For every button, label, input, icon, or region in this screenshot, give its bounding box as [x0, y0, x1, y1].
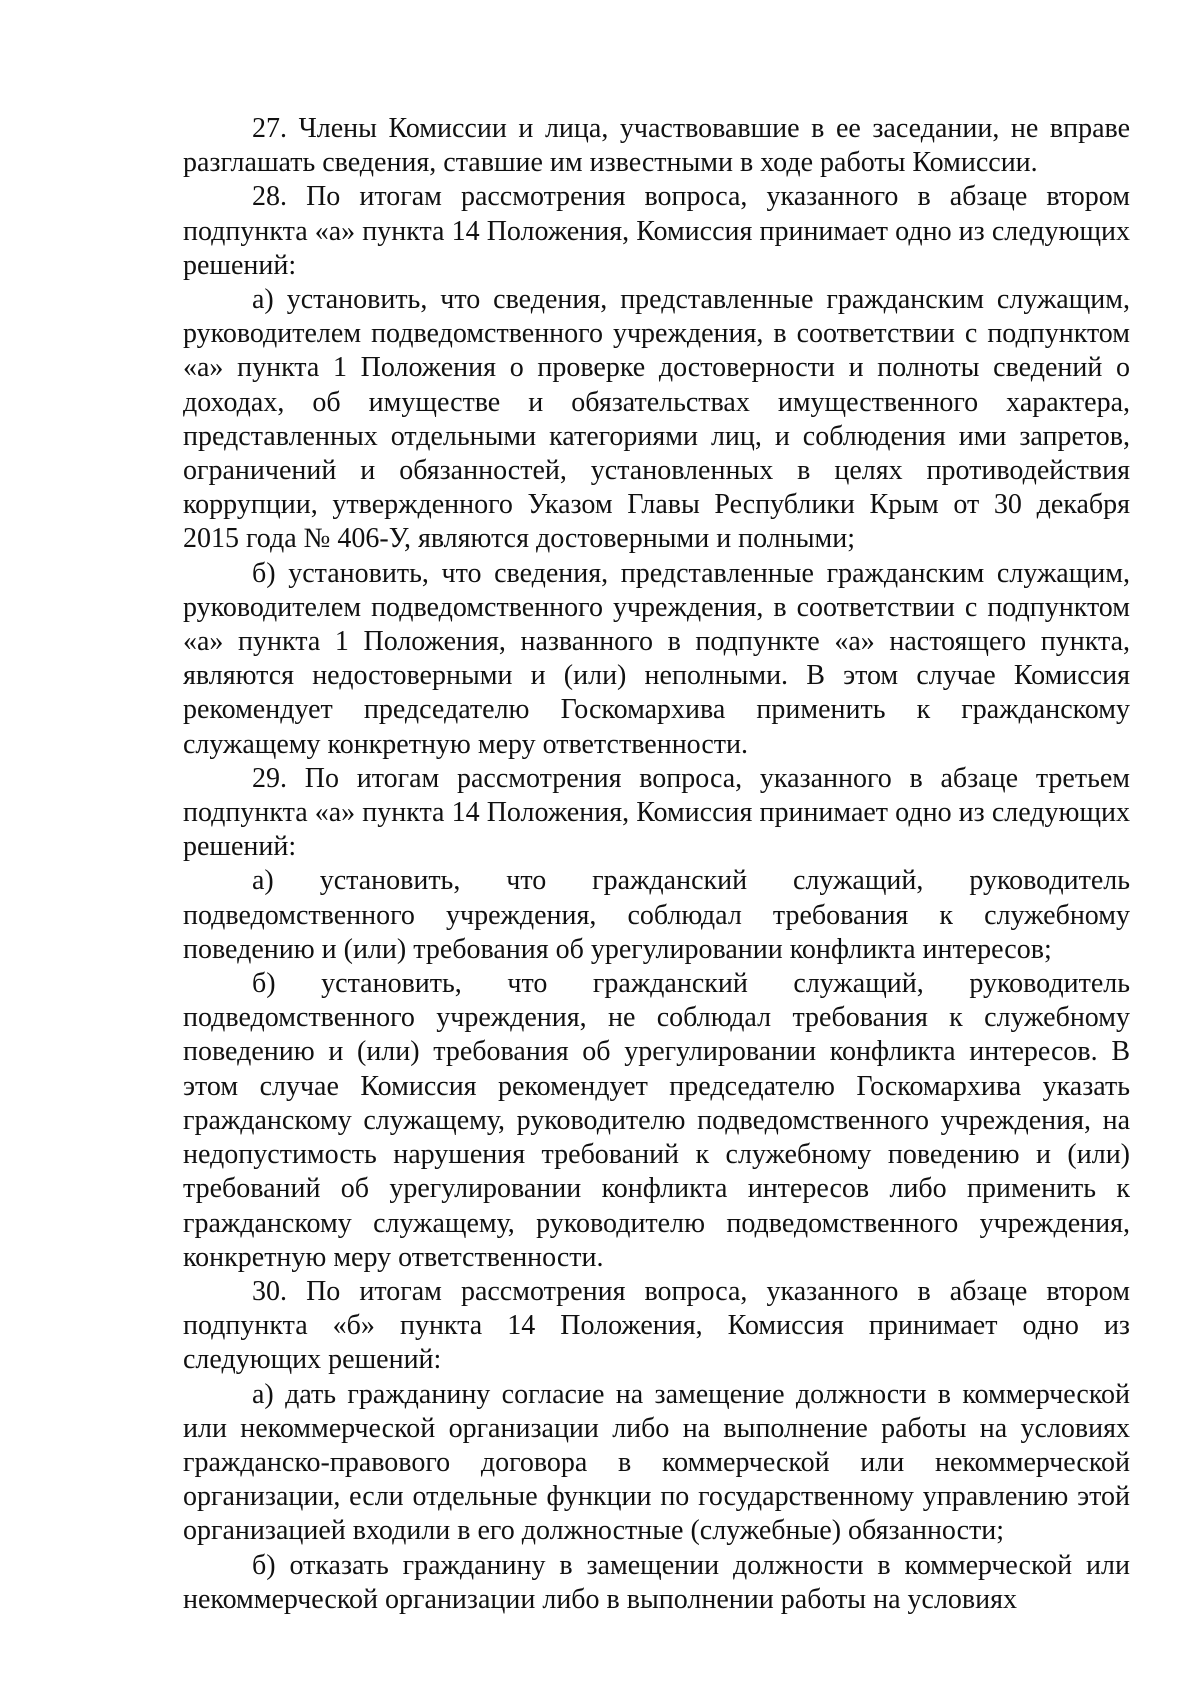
document-page: [183, 112, 1130, 1617]
paragraph-29: 29. По итогам рассмотрения вопроса, указанного в абзаце третьем подпункта «а» пункта 14 Положения, Комиссия принимает одно из следующих решений:: [183, 762, 1130, 863]
paragraph-30: 30. По итогам рассмотрения вопроса, указанного в абзаце втором подпункта «б» пункта 14 Положения, Комиссия принимает одно из следующих решений:: [183, 1275, 1130, 1376]
paragraph-28-a: а) установить, что сведения, представленные гражданским служащим, руководителем подведомственного учреждения, в соответствии с подпунктом «а» пункта 1 Положения о проверке достоверности и полноты сведений о доходах, об имуществе и обязательствах имущественного характера, представленных отдельными категориями лиц, и соблюдения ими запретов, ограничений и обязанностей, установленных в целях противодействия коррупции, утвержденного Указом Главы Республики Крым от 30 декабря 2015 года № 406-У, являются достоверными и полными;: [183, 284, 1130, 555]
paragraph-28-b: б) установить, что сведения, представленные гражданским служащим, руководителем подведомственного учреждения, в соответствии с подпунктом «а» пункта 1 Положения, названного в подпункте «а» настоящего пункта, являются недостоверными и (или) неполными. В этом случае Комиссия рекомендует председателю Госкомархива применить к гражданскому служащему конкретную меру ответственности.: [183, 557, 1130, 760]
paragraph-30-a: а) дать гражданину согласие на замещение должности в коммерческой или некоммерческой организации либо на выполнение работы на условиях гражданско-правового договора в коммерческой или некоммерческой организации, если отдельные функции по государственному управлению этой организацией входили в его должностные (служебные) обязанности;: [183, 1378, 1130, 1547]
paragraph-30-b: б) отказать гражданину в замещении должности в коммерческой или некоммерческой организации либо в выполнении работы на условиях: [183, 1549, 1130, 1615]
paragraph-28: 28. По итогам рассмотрения вопроса, указанного в абзаце втором подпункта «а» пункта 14 Положения, Комиссия принимает одно из следующих решений:: [183, 181, 1130, 281]
paragraph-27: 27. Члены Комиссии и лица, участвовавшие в ее заседании, не вправе разглашать сведения, ставшие им известными в ходе работы Комиссии.: [183, 113, 1130, 179]
paragraph-29-a: а) установить, что гражданский служащий, руководитель подведомственного учреждения, соблюдал требования к служебному поведению и (или) требования об урегулировании конфликта интересов;: [183, 865, 1130, 965]
paragraph-29-b: б) установить, что гражданский служащий, руководитель подведомственного учреждения, не соблюдал требования к служебному поведению и (или) требования об урегулировании конфликта интересов. В этом случае Комиссия рекомендует председателю Госкомархива указать гражданскому служащему, руководителю подведомственного учреждения, на недопустимость нарушения требований к служебному поведению и (или) требований об урегулировании конфликта интересов либо применить к гражданскому служащему, руководителю подведомственного учреждения, конкретную меру ответственности.: [183, 968, 1130, 1273]
